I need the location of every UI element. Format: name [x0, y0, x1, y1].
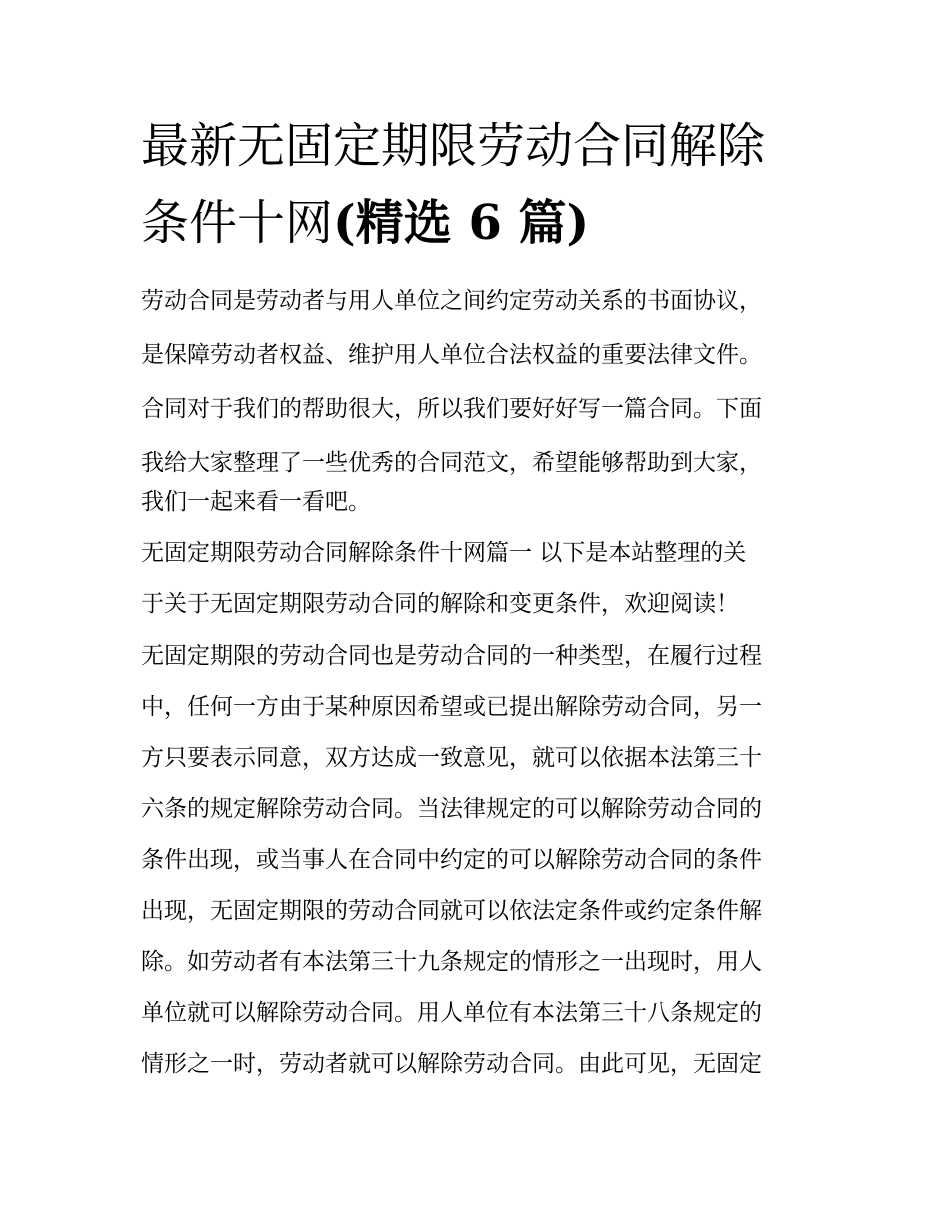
body-line: 合同对于我们的帮助很大，所以我们要好好写一篇合同。下面	[141, 396, 762, 422]
page-title-suffix: (精选 6 篇)	[333, 195, 590, 251]
body-line: 我给大家整理了一些优秀的合同范文，希望能够帮助到大家，	[141, 450, 762, 476]
body-line: 出现，无固定期限的劳动合同就可以依法定条件或约定条件解	[141, 898, 762, 924]
body-line: 条件出现，或当事人在合同中约定的可以解除劳动合同的条件	[141, 847, 762, 873]
body-line: 劳动合同是劳动者与用人单位之间约定劳动关系的书面协议，	[141, 288, 762, 314]
body-line: 是保障劳动者权益、维护用人单位合法权益的重要法律文件。	[141, 342, 762, 368]
page-title-line-1: 最新无固定期限劳动合同解除	[141, 118, 766, 174]
body-line: 六条的规定解除劳动合同。当法律规定的可以解除劳动合同的	[141, 796, 762, 822]
body-line: 无固定期限的劳动合同也是劳动合同的一种类型，在履行过程	[141, 643, 762, 669]
body-line: 无固定期限劳动合同解除条件十网篇一 以下是本站整理的关	[141, 540, 747, 566]
body-line: 除。如劳动者有本法第三十九条规定的情形之一出现时，用人	[141, 949, 762, 975]
body-line: 方只要表示同意，双方达成一致意见，就可以依据本法第三十	[141, 745, 762, 771]
body-line: 情形之一时，劳动者就可以解除劳动合同。由此可见，无固定	[141, 1051, 762, 1077]
page-title-line-2: 条件十网(精选 6 篇)	[141, 195, 590, 251]
body-line: 中，任何一方由于某种原因希望或已提出解除劳动合同，另一	[141, 694, 762, 720]
body-line: 我们一起来看一看吧。	[141, 489, 371, 515]
body-line: 于关于无固定期限劳动合同的解除和变更条件，欢迎阅读！	[141, 591, 739, 617]
body-line: 单位就可以解除劳动合同。用人单位有本法第三十八条规定的	[141, 1000, 762, 1026]
